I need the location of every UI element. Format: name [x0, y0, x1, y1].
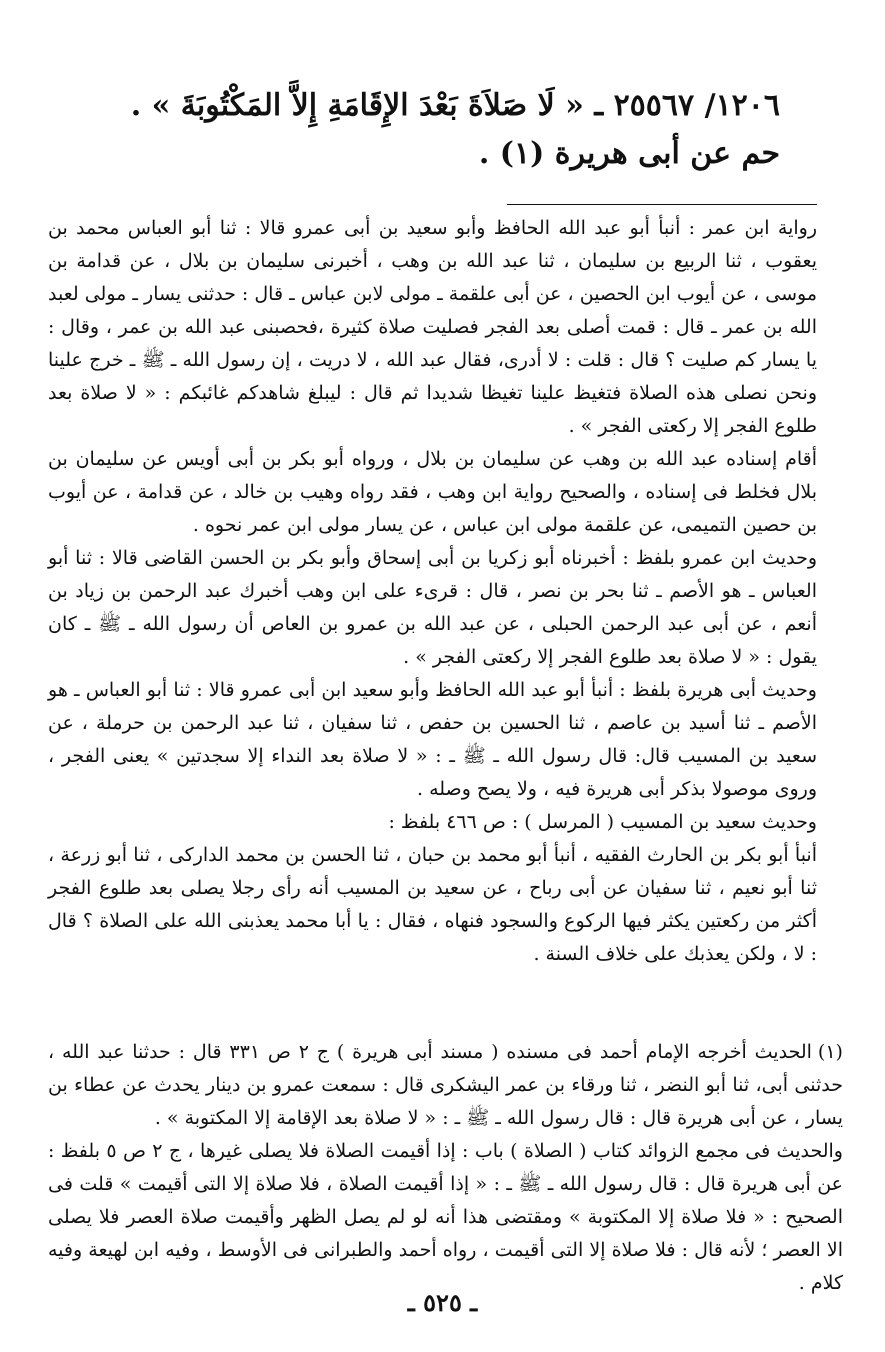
commentary-text	[48, 212, 817, 971]
paragraph-ibn-umar: رواية ابن عمر : أنبأ أبو عبد الله الحافظ وأبو سعيد بن أبى عمرو قالا : ثنا أبو العباس محمد بن يعقوب ، ثنا الربيع بن سليمان ، ثنا عبد الله بن وهب ، أخبرنى سليمان بن بلال ، عن قدامة بن موسى ، عن أيوب ابن الحصين ، عن أبى علقمة ـ مولى لابن عباس ـ قال : حدثنى يسار ـ مولى لعبد الله بن عمر ـ قال : قمت أصلى بعد الفجر فصليت صلاة كثيرة ،فحصبنى عبد الله بن عمر ، وقال : يا يسار كم صليت ؟ قال : قلت : لا أدرى، فقال عبد الله ، لا دريت ، إن رسول الله ـ ﷺ ـ خرج علينا ونحن نصلى هذه الصلاة فتغيظ علينا تغيظا شديدا ثم قال : ليبلغ شاهدكم غائبكم : « لا صلاة بعد طلوع الفجر إلا ركعتى الفجر » .	[48, 217, 817, 437]
hadith-title: ١٢٠٦/ ٢٥٥٦٧ ـ « لَا صَلاَةَ بَعْدَ الإِقَامَةِ إِلاَّ المَكْتُوبَةَ » .	[130, 88, 780, 123]
footnote-marker: (١)	[817, 1041, 843, 1063]
footnote-text-musnad: الحديث أخرجه الإمام أحمد فى مسنده ( مسند أبى هريرة ) ج ٢ ص ٣٣١ قال : حدثنا عبد الله ، حدثنى أبى، ثنا أبو النضر ، ثنا ورقاء بن عمر اليشكرى قال : سمعت عمرو بن دينار يحدث عن عطاء بن يسار ، عن أبى هريرة قال : قال رسول الله ـ ﷺ ـ : « لا صلاة بعد الإقامة إلا المكتوبة » .	[48, 1041, 843, 1129]
paragraph-abu-hurayra: وحديث أبى هريرة بلفظ : أنبأ أبو عبد الله الحافظ وأبو سعيد ابن أبى عمرو قالا : ثنا أبو العباس ـ هو الأصم ـ ثنا أسيد بن عاصم ، ثنا الحسين بن حفص ، ثنا سفيان ، ثنا عبد الرحمن بن حرملة ، عن سعيد بن المسيب قال: قال رسول الله ـ ﷺ ـ : « لا صلاة بعد النداء إلا سجدتين » يعنى الفجر ، وروى موصولا بذكر أبى هريرة فيه ، ولا يصح وصله .	[48, 679, 817, 800]
footnote	[48, 1036, 843, 1300]
paragraph-said-text: أنبأ أبو بكر بن الحارث الفقيه ، أنبأ أبو محمد بن حبان ، ثنا الحسن بن محمد الداركى ، ثنا أبو زرعة ، ثنا أبو نعيم ، ثنا سفيان عن أبى رباح ، عن سعيد بن المسيب أنه رأى رجلا يصلى بعد طلوع الفجر أكثر من ركعتين يكثر فيها الركوع والسجود فنهاه ، فقال : يا أبا محمد يعذبنى الله على الصلاة ؟ قال : لا ، ولكن يعذبك على خلاف السنة .	[48, 844, 817, 965]
paragraph-said-heading: وحديث سعيد بن المسيب ( المرسل ) : ص ٤٦٦ بلفظ :	[388, 811, 817, 833]
page-number: ـ ٥٢٥ ـ	[407, 1288, 478, 1317]
paragraph-ibn-amr: وحديث ابن عمرو بلفظ : أخبرناه أبو زكريا بن أبى إسحاق وأبو بكر بن الحسن القاضى قالا : ثنا أبو العباس ـ هو الأصم ـ ثنا بحر بن نصر ، قال : قرىء على ابن وهب أخبرك عبد الرحمن بن زياد بن أنعم ، عن أبى عبد الرحمن الحبلى ، عن عبد الله بن عمرو بن العاص أن رسول الله ـ ﷺ ـ كان يقول : « لا صلاة بعد طلوع الفجر إلا ركعتى الفجر » .	[48, 547, 817, 668]
paragraph-isnad-note: أقام إسناده عبد الله بن وهب عن سليمان بن بلال ، ورواه أبو بكر بن أبى أويس عن سليمان بن بلال فخلط فى إسناده ، والصحيح رواية ابن وهب ، فقد رواه وهيب بن خالد ، عن قدامة ، عن أيوب بن حصين التميمى، عن علقمة مولى ابن عباس ، عن يسار مولى ابن عمر نحوه .	[48, 448, 817, 536]
footnote-text-majma: والحديث فى مجمع الزوائد كتاب ( الصلاة ) باب : إذا أقيمت الصلاة فلا يصلى غيرها ، ج ٢ ص ٥ بلفظ : عن أبى هريرة قال : قال رسول الله ـ ﷺ ـ : « إذا أقيمت الصلاة ، فلا صلاة إلا التى أقيمت » قلت فى الصحيح : « فلا صلاة إلا المكتوبة » ومقتضى هذا أنه لو لم يصل الظهر وأقيمت صلاة العصر فلا يصلى الا العصر ؛ لأنه قال : فلا صلاة إلا التى أقيمت ، رواه أحمد والطبرانى فى الأوسط ، وفيه ابن لهيعة وفيه كلام .	[48, 1140, 843, 1294]
footnote-paragraph	[48, 1036, 843, 1135]
footnote-divider	[507, 204, 817, 205]
hadith-source: حم عن أبى هريرة (١) .	[478, 136, 780, 171]
